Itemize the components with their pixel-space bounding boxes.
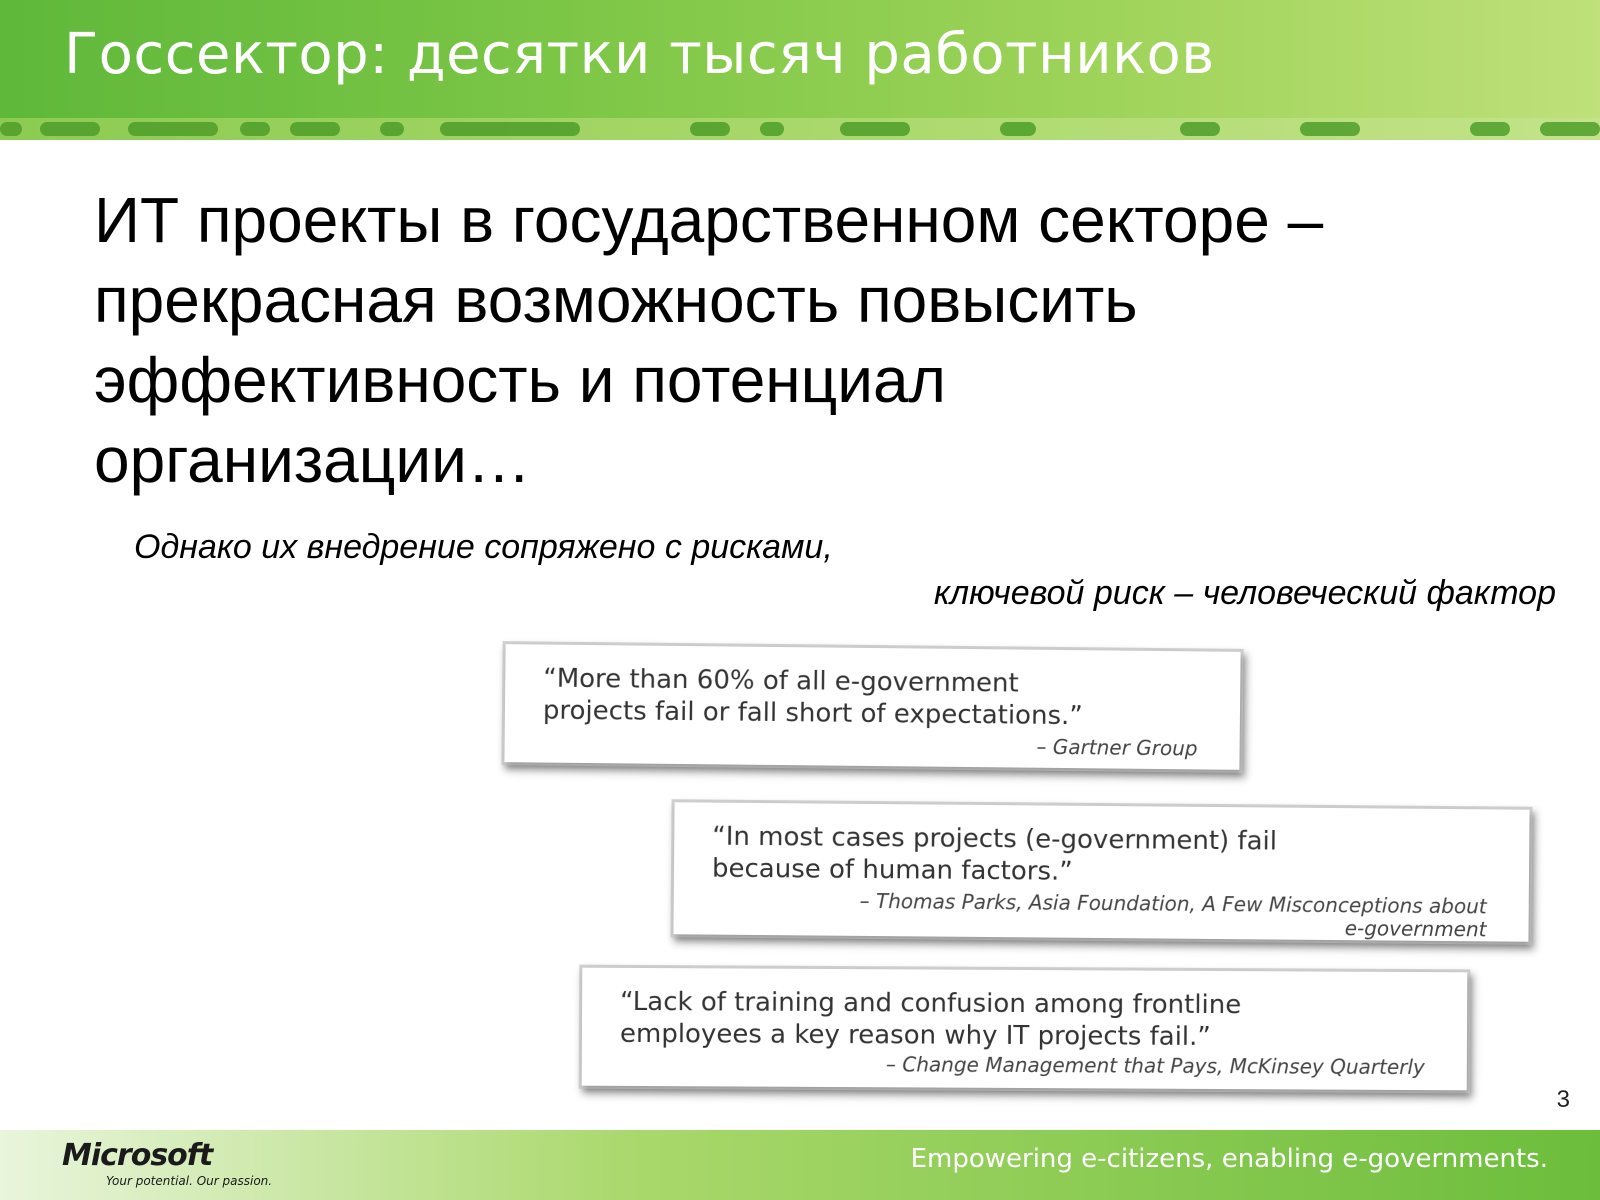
main-line: эффективность и потенциал [94,344,946,416]
quote-source [886,1053,1425,1079]
main-line: организации… [94,424,531,496]
dash-pattern [0,118,1600,140]
source-line: – Thomas Parks, Asia Foundation, A Few Misconceptions about [859,888,1487,919]
main-line: ИТ проекты в государственном секторе – [94,184,1324,256]
quote-line: “More than 60% of all e-government [543,663,1019,699]
source-line: – Gartner Group [1036,734,1198,761]
quote-text [620,986,1241,1053]
source-line: e-government [1344,916,1487,942]
slide-number: 3 [1556,1086,1570,1113]
quote-source [726,889,1486,942]
risk-note-line-1: Однако их внедрение сопряжено с рисками, [134,528,833,566]
quote-line: “In most cases projects (e-government) fail [712,821,1278,857]
quote-line: because of human factors.” [711,853,1073,887]
main-statement [94,180,1494,500]
risk-note-line-2: ключевой риск – человеческий фактор [933,574,1556,612]
microsoft-logo: Microsoft [62,1138,213,1173]
decorative-dash-strip [0,118,1600,140]
quote-source [1036,736,1197,761]
footer-tagline: Empowering e-citizens, enabling e-governments. [910,1144,1548,1174]
quote-line: “Lack of training and confusion among frontline [620,986,1242,1021]
quote-line: projects fail or fall short of expectations.” [542,695,1083,732]
logo-tagline: Your potential. Our passion. [106,1174,273,1188]
quote-line: employees a key reason why IT projects fail.” [619,1018,1211,1052]
slide-title: Госсектор: десятки тысяч работников [64,22,1215,87]
footer-band [0,1130,1600,1200]
main-line: прекрасная возможность повысить [94,264,1138,336]
source-line: – Change Management that Pays, McKinsey Quarterly [885,1052,1425,1080]
quote-text [712,821,1277,890]
quote-text [543,663,1083,733]
quote-card-asia-foundation [673,802,1529,941]
header-band [0,0,1600,118]
quote-card-gartner [504,644,1240,770]
quote-card-mckinsey [582,968,1468,1091]
